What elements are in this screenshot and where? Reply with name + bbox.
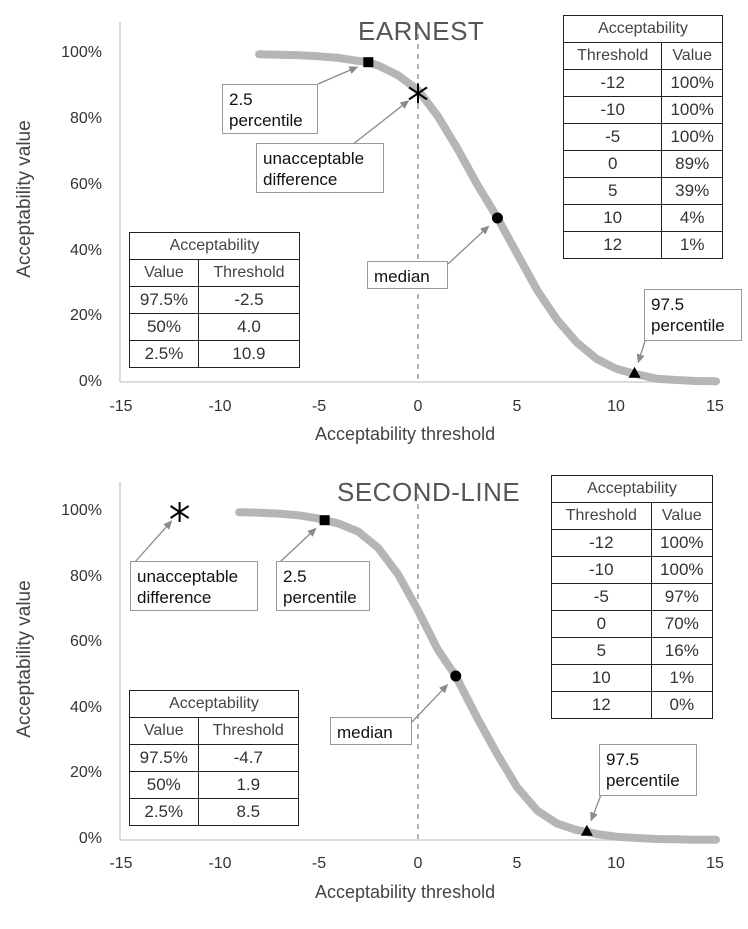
callout-arrow-line xyxy=(318,69,352,84)
callout-arrow-line xyxy=(135,525,168,562)
x-tick-label: 10 xyxy=(607,855,625,872)
y-tick-label: 20% xyxy=(69,764,102,781)
table-cell: 12 xyxy=(564,232,662,259)
table-row xyxy=(552,530,713,557)
table-row xyxy=(564,97,723,124)
callout-line: percentile xyxy=(283,588,357,607)
callout-line: 97.5 xyxy=(651,295,685,314)
x-tick-label: -10 xyxy=(208,398,232,415)
table-row xyxy=(130,314,300,341)
x-tick-label: -15 xyxy=(109,855,133,872)
threshold-value-table xyxy=(563,15,723,259)
table-cell: 100% xyxy=(662,124,723,151)
table-cell: 89% xyxy=(662,151,723,178)
y-tick-label: 60% xyxy=(69,176,102,193)
x-tick-label: -10 xyxy=(208,855,232,872)
callout-line: difference xyxy=(137,588,212,607)
table-cell: 100% xyxy=(651,557,712,584)
table-cell: -4.7 xyxy=(198,745,298,772)
x-tick-label: 15 xyxy=(706,398,724,415)
table-cell: 10 xyxy=(564,205,662,232)
callout-line: 97.5 xyxy=(606,750,640,769)
table-row xyxy=(130,799,299,826)
marker-unacceptable-difference xyxy=(171,502,189,522)
table-cell: -5 xyxy=(552,584,652,611)
table-header: Value xyxy=(662,43,723,70)
callout-line: median xyxy=(337,723,393,742)
y-tick-label: 100% xyxy=(61,44,102,61)
value-threshold-table xyxy=(129,690,299,826)
table-row xyxy=(564,232,723,259)
callout-median xyxy=(330,717,412,745)
x-tick-label: 5 xyxy=(512,398,522,415)
callout-line: 2.5 xyxy=(283,567,307,586)
table-caption: Acceptability xyxy=(130,233,300,260)
y-axis-title: Acceptability value xyxy=(14,120,35,278)
chart-panel-earnest xyxy=(0,0,748,460)
callout-line: unacceptable xyxy=(263,149,365,168)
table-row xyxy=(564,151,723,178)
table-cell: 1% xyxy=(662,232,723,259)
table-cell: 70% xyxy=(651,611,712,638)
table-cell: -12 xyxy=(552,530,652,557)
callout-2-5-percentile xyxy=(276,561,370,611)
table-row xyxy=(552,611,713,638)
y-tick-label: 100% xyxy=(61,502,102,519)
x-tick-label: 15 xyxy=(706,855,724,872)
value-threshold-table xyxy=(129,232,300,368)
table-header: Threshold xyxy=(552,503,652,530)
callout-arrow-line xyxy=(448,230,484,264)
x-tick-label: 10 xyxy=(607,398,625,415)
x-axis-title: Acceptability threshold xyxy=(315,882,496,902)
x-tick-label: 0 xyxy=(413,398,423,415)
callout-97-5-percentile xyxy=(599,744,697,796)
x-tick-label: -5 xyxy=(311,855,327,872)
table-header: Value xyxy=(130,718,199,745)
y-tick-label: 80% xyxy=(69,568,102,585)
x-tick-label: -5 xyxy=(311,398,327,415)
table-row xyxy=(564,70,723,97)
x-tick-label: 5 xyxy=(512,855,522,872)
table-header: Threshold xyxy=(198,260,299,287)
table-cell: 10.9 xyxy=(198,341,299,368)
table-cell: 39% xyxy=(662,178,723,205)
y-tick-label: 0% xyxy=(78,373,102,390)
table-row xyxy=(552,638,713,665)
table-row xyxy=(552,692,713,719)
marker-2-5-percentile xyxy=(320,515,330,525)
table-row xyxy=(564,178,723,205)
table-cell: -2.5 xyxy=(198,287,299,314)
table-header: Threshold xyxy=(564,43,662,70)
x-tick-label: -15 xyxy=(109,398,133,415)
x-axis-title: Acceptability threshold xyxy=(315,424,496,444)
callout-2-5-percentile xyxy=(222,84,318,134)
table-header: Value xyxy=(130,260,199,287)
table-cell: 0 xyxy=(552,611,652,638)
table-cell: 97.5% xyxy=(130,745,199,772)
y-tick-label: 80% xyxy=(69,110,102,127)
table-caption: Acceptability xyxy=(564,16,723,43)
marker-2-5-percentile xyxy=(363,57,373,67)
table-cell: 100% xyxy=(662,70,723,97)
callout-97-5-percentile xyxy=(644,289,742,341)
y-tick-label: 0% xyxy=(78,830,102,847)
callout-line: percentile xyxy=(651,316,725,335)
table-cell: 2.5% xyxy=(130,341,199,368)
table-caption: Acceptability xyxy=(552,476,713,503)
callout-line: difference xyxy=(263,170,338,189)
callout-line: percentile xyxy=(606,771,680,790)
table-row xyxy=(564,124,723,151)
table-cell: 0% xyxy=(651,692,712,719)
table-cell: 50% xyxy=(130,772,199,799)
table-row xyxy=(130,341,300,368)
y-tick-label: 40% xyxy=(69,242,102,259)
table-cell: 97.5% xyxy=(130,287,199,314)
callout-arrow-head xyxy=(590,812,597,822)
chart-title: EARNEST xyxy=(358,16,485,46)
table-cell: 97% xyxy=(651,584,712,611)
table-row xyxy=(552,557,713,584)
table-cell: 5 xyxy=(564,178,662,205)
table-caption: Acceptability xyxy=(130,691,299,718)
marker-median xyxy=(450,671,461,682)
table-row xyxy=(564,205,723,232)
callout-arrow-line xyxy=(280,533,311,562)
table-row xyxy=(130,287,300,314)
table-row xyxy=(130,772,299,799)
y-tick-label: 20% xyxy=(69,307,102,324)
table-cell: 1% xyxy=(651,665,712,692)
table-cell: 8.5 xyxy=(198,799,298,826)
y-tick-label: 60% xyxy=(69,633,102,650)
callout-arrow-line xyxy=(412,689,443,722)
table-cell: 0 xyxy=(564,151,662,178)
table-cell: 4.0 xyxy=(198,314,299,341)
callout-unacceptable-difference xyxy=(130,561,258,611)
callout-median xyxy=(367,261,448,289)
callout-line: 2.5 xyxy=(229,90,253,109)
table-cell: 100% xyxy=(651,530,712,557)
table-cell: -10 xyxy=(564,97,662,124)
table-row xyxy=(552,584,713,611)
chart-panel-second-line xyxy=(0,460,748,929)
callout-arrow-head xyxy=(400,100,410,109)
table-row xyxy=(552,665,713,692)
table-cell: 10 xyxy=(552,665,652,692)
table-cell: -10 xyxy=(552,557,652,584)
table-cell: 5 xyxy=(552,638,652,665)
table-header: Threshold xyxy=(198,718,298,745)
y-tick-label: 40% xyxy=(69,699,102,716)
callout-arrow-head xyxy=(637,354,645,364)
callout-line: median xyxy=(374,267,430,286)
table-cell: 4% xyxy=(662,205,723,232)
x-tick-label: 0 xyxy=(413,855,423,872)
callout-line: unacceptable xyxy=(137,567,239,586)
table-cell: 16% xyxy=(651,638,712,665)
table-header: Value xyxy=(651,503,712,530)
table-cell: 50% xyxy=(130,314,199,341)
callout-line: percentile xyxy=(229,111,303,130)
threshold-value-table xyxy=(551,475,713,719)
table-cell: 1.9 xyxy=(198,772,298,799)
table-cell: -5 xyxy=(564,124,662,151)
y-axis-title: Acceptability value xyxy=(14,580,35,738)
table-cell: 100% xyxy=(662,97,723,124)
marker-median xyxy=(492,213,503,224)
callout-unacceptable-difference xyxy=(256,143,384,193)
table-cell: 12 xyxy=(552,692,652,719)
chart-title: SECOND-LINE xyxy=(337,477,521,507)
table-cell: 2.5% xyxy=(130,799,199,826)
table-row xyxy=(130,745,299,772)
table-cell: -12 xyxy=(564,70,662,97)
